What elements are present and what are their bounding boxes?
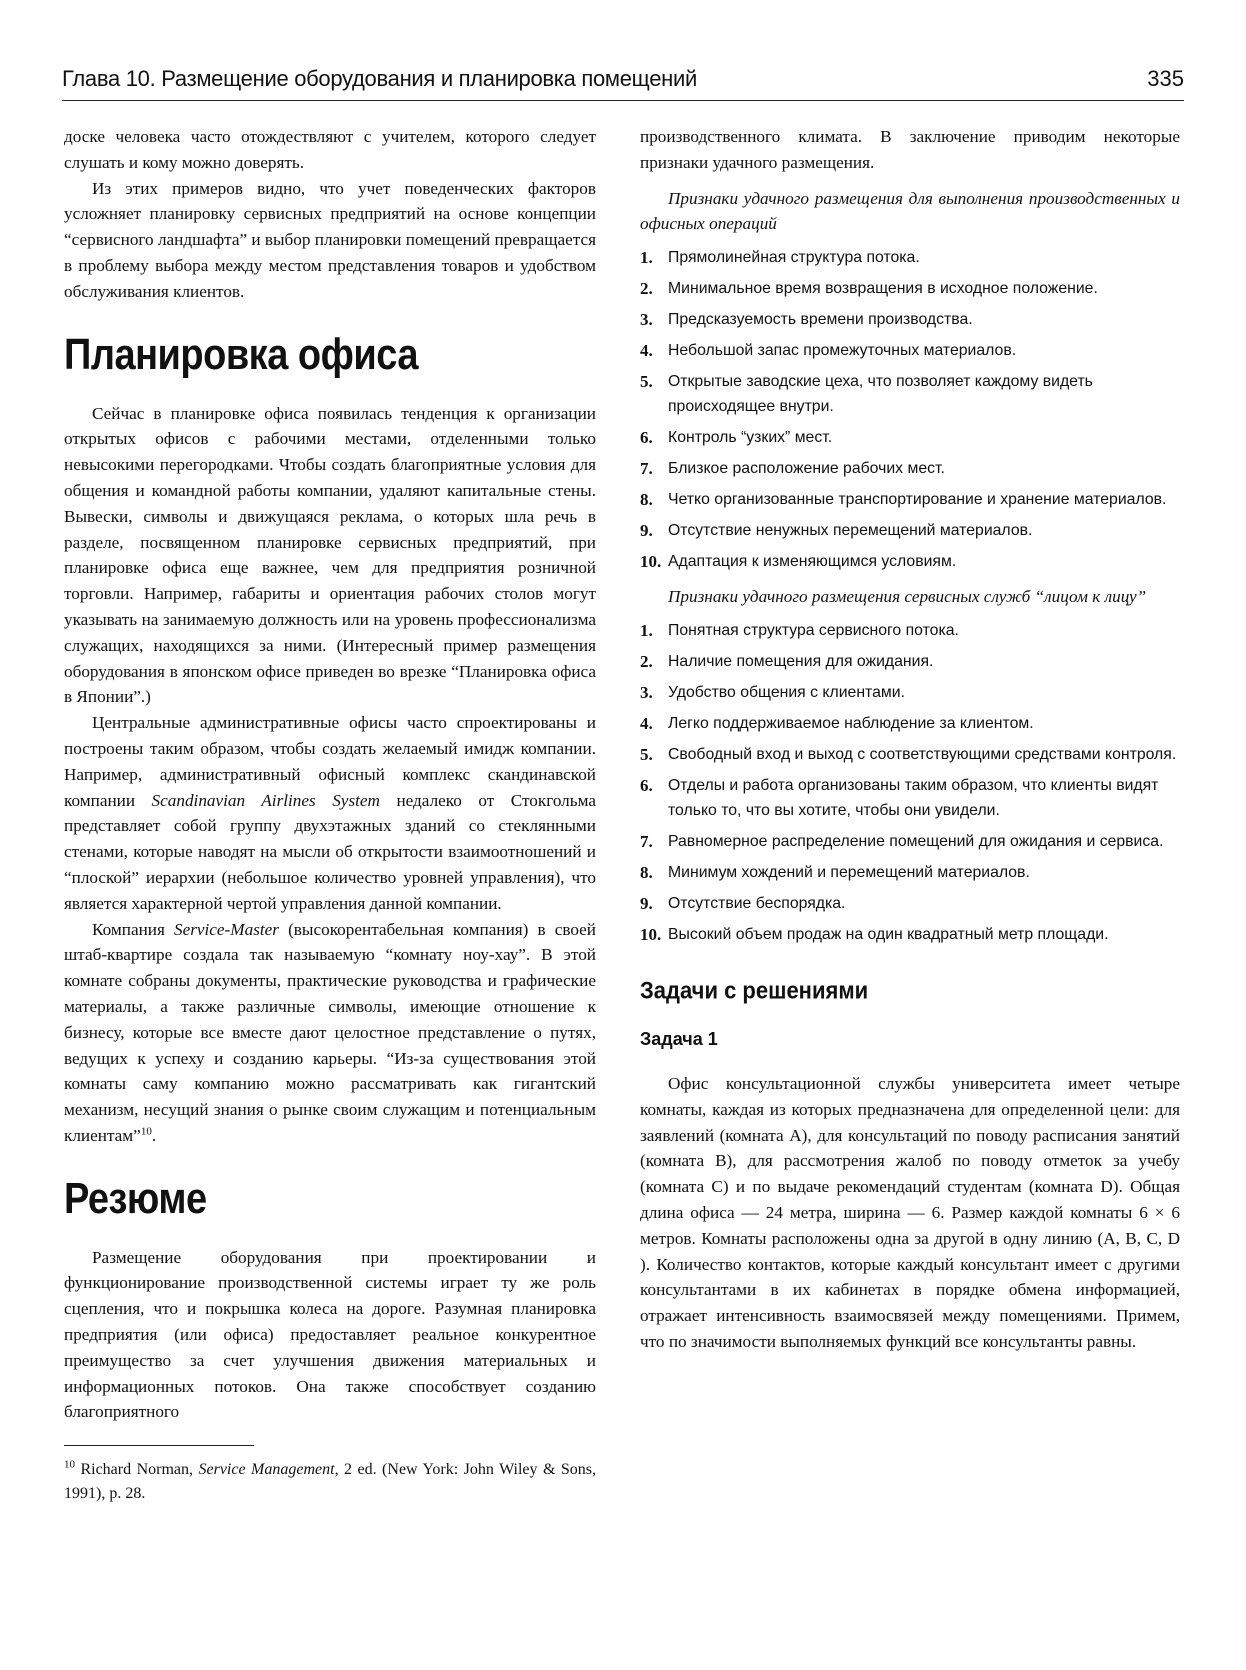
list-item-number: 7.	[640, 459, 653, 479]
list-item-text: Равномерное распределение помещений для ожидания и сервиса.	[668, 832, 1164, 850]
list-item-number: 10.	[640, 552, 662, 572]
header-rule	[62, 100, 1184, 101]
text-run: .	[151, 1125, 157, 1145]
list-item	[640, 860, 1180, 885]
list-item-number: 2.	[640, 651, 653, 671]
list-item-number: 5.	[640, 744, 653, 764]
text-run: Richard Norman,	[75, 1461, 199, 1479]
criteria-list-production	[640, 245, 1180, 574]
list-item	[640, 711, 1180, 736]
book-title: Service Management	[198, 1461, 335, 1479]
list-item-text: Минимум хождений и перемещений материалов.	[668, 863, 1030, 881]
list-item-number: 6.	[640, 775, 653, 795]
list-item-number: 3.	[640, 682, 653, 702]
footnote-rule	[64, 1445, 254, 1446]
list-item	[640, 276, 1180, 301]
list-item	[640, 829, 1180, 854]
list-item-number: 9.	[640, 893, 653, 913]
list-item-text: Отделы и работа организованы таким образом, что клиенты видят только то, что вы хотите, чтобы они увидели.	[668, 776, 1159, 819]
list-item-text: Отсутствие ненужных перемещений материалов.	[668, 522, 1033, 540]
list-item	[640, 549, 1180, 574]
list-item-number: 1.	[640, 248, 653, 268]
chapter-title: Глава 10. Размещение оборудования и планировка помещений	[62, 66, 697, 91]
list-item	[640, 742, 1180, 767]
list-item-text: Понятная структура сервисного потока.	[668, 621, 959, 639]
list-item	[640, 307, 1180, 332]
list-item-text: Наличие помещения для ожидания.	[668, 652, 934, 670]
text-run: , 2 ed. (New York: John Wiley & Sons, 1991), p. 28.	[64, 1461, 597, 1503]
list-item-text: Высокий объем продаж на один квадратный метр площади.	[668, 925, 1109, 943]
list-item	[640, 680, 1180, 705]
paragraph: Размещение оборудования при проектировании и функционирование производственной системы играет ту же роль сцепления, что и покрышка колеса на дороге. Разумная планировка предприятия (или офиса) предоставляет реальное конкурентное преимущество за счет улучшения движения материальных и информационных потоков. Она также способствует созданию благоприятного	[64, 1247, 596, 1422]
list-item	[640, 891, 1180, 916]
section-heading-solved-problems: Задачи с решениями	[640, 976, 869, 1005]
list-item	[640, 922, 1180, 947]
list-item-text: Предсказуемость времени производства.	[668, 311, 973, 329]
list-item-text: Близкое расположение рабочих мест.	[668, 460, 945, 478]
footnote-number: 10	[64, 1458, 75, 1471]
list-item	[640, 425, 1180, 450]
list-title: Признаки удачного размещения для выполнения производственных и офисных операций	[640, 188, 1180, 234]
text-run: Центральные административные офисы часто спроектированы и построены таким образом, чтобы создать желаемый имидж компании. Например, административный офисный комплекс скандинавской компании	[64, 713, 596, 810]
list-item-text: Открытые заводские цеха, что позволяет каждому видеть происходящее внутри.	[668, 373, 1093, 416]
list-item-text: Минимальное время возвращения в исходное положение.	[668, 280, 1098, 298]
list-item-text: Четко организованные транспортирование и хранение материалов.	[668, 491, 1167, 509]
list-title: Признаки удачного размещения сервисных служб “лицом к лицу”	[668, 587, 1147, 607]
list-item-number: 8.	[640, 490, 653, 510]
paragraph: Офис консультационной службы университета имеет четыре комнаты, каждая из которых предназначена для определенной цели: для заявлений (комната А), для консультаций по поводу расписания занятий (комната В), для рассмотрения жалоб по поводу отметок за учебу (комната С) и по выдаче рекомендаций студентам (комната D). Общая длина офиса — 24 метра, ширина — 6. Размер каждой комнаты 6 × 6 метров. Комнаты расположены одна за другой в одну линию (А, В, С, D ). Количество контактов, которые каждый консультант имеет с другими консультантами в их кабинетах в порядке обмена информацией, отражает интенсивность взаимосвязей между помещениями. Примем, что по значимости выполняемых функций все консультанты равны.	[640, 1073, 1180, 1351]
list-item-text: Легко поддерживаемое наблюдение за клиентом.	[668, 714, 1034, 732]
list-item-text: Удобство общения с клиентами.	[668, 683, 905, 701]
right-column	[640, 124, 1180, 1355]
paragraph: доске человека часто отождествляют с учителем, которого следует слушать и кому можно доверять.	[64, 127, 596, 172]
list-item-text: Адаптация к изменяющимся условиям.	[668, 553, 957, 571]
list-item	[640, 649, 1180, 674]
list-item-text: Небольшой запас промежуточных материалов.	[668, 342, 1017, 360]
text-run: недалеко от Стокгольма представляет собой группу двухэтажных зданий со стеклянными стенами, которые наводят на мысли об открытости взаимоотношений и “плоской” иерархии (небольшое количество уровней управления), что является характерной чертой управления данной компании.	[64, 790, 596, 913]
list-item-number: 4.	[640, 341, 653, 361]
list-item	[640, 245, 1180, 270]
list-item-number: 8.	[640, 862, 653, 882]
paragraph	[64, 917, 596, 1149]
left-column	[64, 124, 596, 1506]
list-item-number: 7.	[640, 831, 653, 851]
page-number: 335	[1147, 66, 1184, 91]
company-name: Scandinavian Airlines System	[151, 790, 380, 810]
task-heading: Задача 1	[640, 1028, 718, 1049]
list-item-number: 4.	[640, 713, 653, 733]
list-item-number: 9.	[640, 521, 653, 541]
list-item	[640, 518, 1180, 543]
list-item-text: Прямолинейная структура потока.	[668, 249, 920, 267]
text-run: Компания	[92, 919, 174, 939]
list-item	[640, 338, 1180, 363]
list-item	[640, 773, 1180, 823]
footnote-ref: 10	[140, 1125, 152, 1138]
paragraph: производственного климата. В заключение приводим некоторые признаки удачного размещения.	[640, 127, 1180, 172]
paragraph: Сейчас в планировке офиса появилась тенденция к организации открытых офисов с рабочими местами, отделенными только невысокими перегородками. Чтобы создать благоприятные условия для общения и командной работы компании, удаляют капитальные стены. Вывески, символы и движущаяся реклама, о которых шла речь в разделе, посвященном планировке сервисных предприятий, при планировке офиса еще важнее, чем для предприятия розничной торговли. Например, габариты и ориентация рабочих столов могут указывать на занимаемую должность или на уровень профессионализма служащих, находящихся за ними. (Интересный пример размещения оборудования в японском офисе приведен во врезке “Планировка офиса в Японии”.)	[64, 403, 596, 707]
list-item-text: Отсутствие беспорядка.	[668, 894, 846, 912]
company-name: Service-Master	[173, 919, 279, 939]
list-item-number: 10.	[640, 924, 662, 944]
list-item	[640, 487, 1180, 512]
running-head	[62, 66, 1184, 102]
list-item-number: 2.	[640, 279, 653, 299]
list-item-number: 5.	[640, 372, 653, 392]
criteria-list-service	[640, 618, 1180, 947]
list-item-text: Контроль “узких” мест.	[668, 429, 833, 447]
list-item-number: 3.	[640, 310, 653, 330]
list-item	[640, 456, 1180, 481]
list-item-text: Свободный вход и выход с соответствующими средствами контроля.	[668, 745, 1177, 763]
paragraph: Из этих примеров видно, что учет поведенческих факторов усложняет планировку сервисных предприятий на основе концепции “сервисного ландшафта” и выбор планировки помещений превращается в проблему выбора между местом представления товаров и удобством обслуживания клиентов.	[64, 178, 596, 301]
paragraph	[64, 710, 596, 916]
section-heading-office-layout: Планировка офиса	[64, 330, 418, 379]
section-heading-summary: Резюме	[64, 1174, 207, 1223]
text-run: (высокорентабельная компания) в своей штаб-квартире создала так называемую “комнату ноу-хау”. В этой комнате собраны документы, практические руководства и графические материалы, а также различные символы, имеющие отношение к бизнесу, которые все вместе дают целостное представление о путях, ведущих к успеху и созданию карьеры. “Из-за существования этой комнаты саму компанию можно рассматривать как гигантский механизм, несущий знания о рынке своим служащим и потенциальным клиентам”	[64, 919, 596, 1145]
footnote	[64, 1458, 596, 1506]
list-item-number: 6.	[640, 428, 653, 448]
list-item	[640, 369, 1180, 419]
list-item-number: 1.	[640, 620, 653, 640]
list-item	[640, 618, 1180, 643]
